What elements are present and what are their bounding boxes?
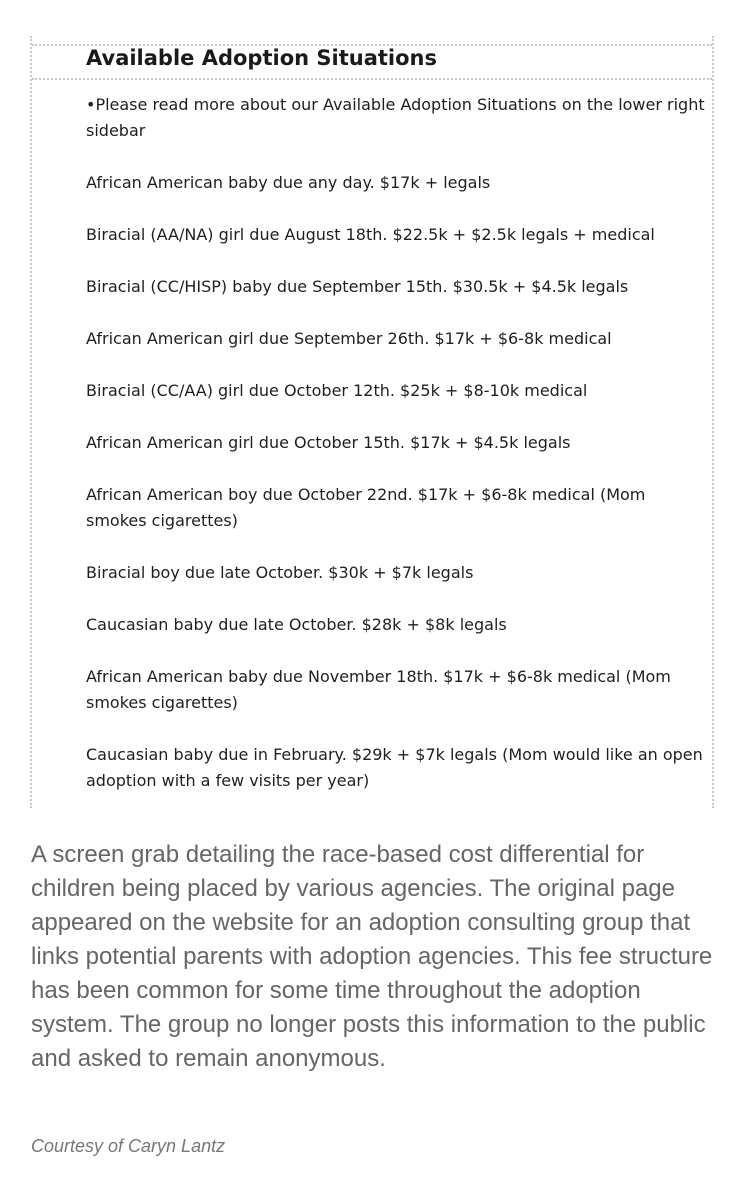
panel-content xyxy=(86,92,706,820)
list-item: Biracial (CC/AA) girl due October 12th. $25k + $8-10k medical xyxy=(86,381,588,400)
list-item: African American girl due October 15th. $17k + $4.5k legals xyxy=(86,433,571,452)
list-item: African American boy due October 22nd. $17k + $6-8k medical (Mom smokes cigarettes) xyxy=(86,485,646,530)
list-item: African American baby due any day. $17k + legals xyxy=(86,173,491,192)
list-item: Biracial (AA/NA) girl due August 18th. $22.5k + $2.5k legals + medical xyxy=(86,225,655,244)
list-item: Caucasian baby due in February. $29k + $7k legals (Mom would like an open adoption with a few visits per year) xyxy=(86,745,703,790)
list-item: Biracial boy due late October. $30k + $7k legals xyxy=(86,563,474,582)
screenshot-image xyxy=(30,36,714,808)
list-item: African American baby due November 18th. $17k + $6-8k medical (Mom smokes cigarettes) xyxy=(86,667,671,712)
sidebar-note: •Please read more about our Available Adoption Situations on the lower right sidebar xyxy=(86,95,705,140)
situations-list xyxy=(86,170,706,794)
list-item: Biracial (CC/HISP) baby due September 15th. $30.5k + $4.5k legals xyxy=(86,277,629,296)
photo-credit: Courtesy of Caryn Lantz xyxy=(31,1136,226,1156)
image-caption: A screen grab detailing the race-based cost differential for children being placed by various agencies. The original page appeared on the website for an adoption consulting group that links potential parents with adoption agencies. This fee structure has been common for some time throughout the adoption system. The group no longer posts this information to the public and asked to remain anonymous. xyxy=(31,841,713,1072)
panel-title: Available Adoption Situations xyxy=(86,46,437,70)
list-item: African American girl due September 26th. $17k + $6-8k medical xyxy=(86,329,612,348)
title-divider xyxy=(32,78,712,80)
list-item: Caucasian baby due late October. $28k + $8k legals xyxy=(86,615,507,634)
